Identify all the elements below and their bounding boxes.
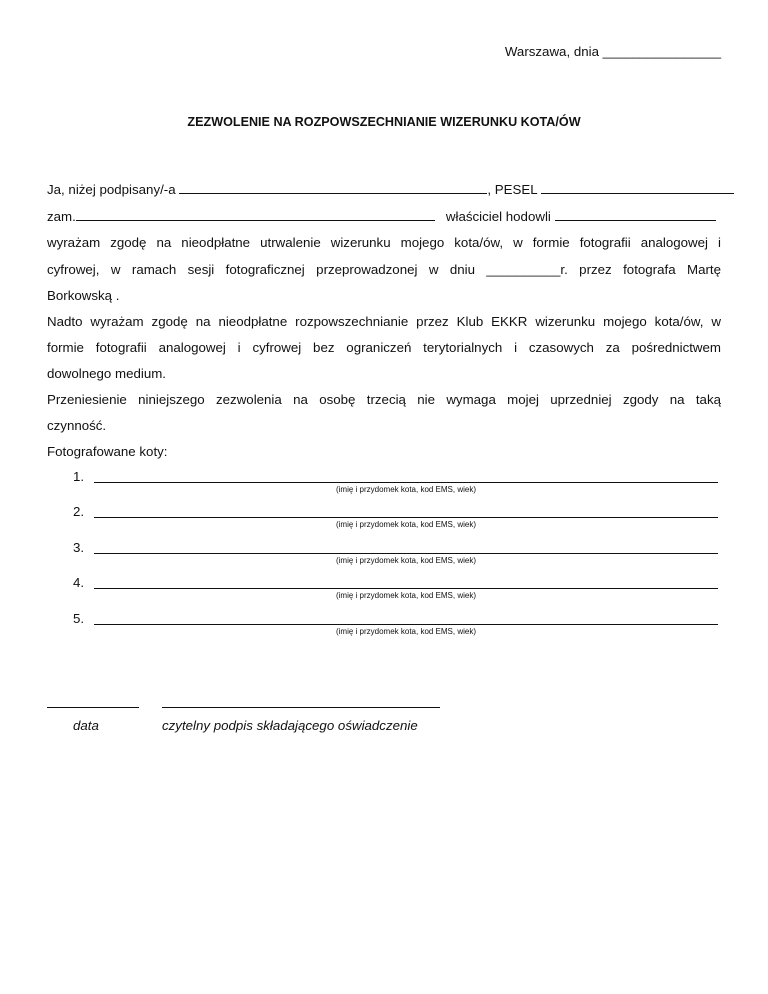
consent-2-line-2: formie fotografii analogowej i cyfrowej bez ograniczeń terytorialnych i czasowych za pośrednictwem: [47, 340, 721, 355]
name-field[interactable]: [179, 179, 487, 194]
name-pesel-line: [47, 179, 734, 200]
cats-heading: Fotografowane koty:: [47, 444, 168, 459]
consent-1-line-3: Borkowską .: [47, 288, 120, 303]
cat-field[interactable]: [94, 516, 718, 518]
cat-field[interactable]: [94, 623, 718, 625]
breeding-field[interactable]: [555, 206, 716, 221]
pesel-label: , PESEL: [487, 182, 538, 197]
cat-caption: (imię i przydomek kota, kod EMS, wiek): [335, 627, 477, 636]
cat-field[interactable]: [94, 481, 718, 483]
signature-label: czytelny podpis składającego oświadczenie: [162, 718, 418, 733]
date-signature-line[interactable]: [47, 706, 139, 708]
cat-number: 5.: [73, 611, 85, 626]
cat-caption: (imię i przydomek kota, kod EMS, wiek): [335, 591, 477, 600]
signature-line[interactable]: [162, 706, 440, 708]
address-label: zam.: [47, 209, 76, 224]
cat-number: 3.: [73, 540, 85, 555]
breeding-label: właściciel hodowli: [445, 209, 551, 224]
pesel-field[interactable]: [541, 179, 734, 194]
place-date: Warszawa, dnia ________________: [504, 44, 721, 59]
cat-number: 4.: [73, 575, 85, 590]
date-label: data: [73, 718, 99, 733]
cat-field[interactable]: [94, 552, 718, 554]
cat-field[interactable]: [94, 587, 718, 589]
consent-1-line-2: cyfrowej, w ramach sesji fotograficznej przeprowadzonej w dniu __________r. przez fotografa Martę: [47, 262, 721, 277]
consent-2-line-3: dowolnego medium.: [47, 366, 167, 381]
consent-3-line-1: Przeniesienie niniejszego zezwolenia na osobę trzecią nie wymaga mojej uprzedniej zgody na taką: [47, 392, 721, 407]
cat-number: 2.: [73, 504, 85, 519]
document-title: ZEZWOLENIE NA ROZPOWSZECHNIANIE WIZERUNKU KOTA/ÓW: [187, 115, 581, 129]
consent-1-line-1: wyrażam zgodę na nieodpłatne utrwalenie wizerunku mojego kota/ów, w formie fotografii analogowej i: [47, 235, 721, 250]
cat-caption: (imię i przydomek kota, kod EMS, wiek): [335, 556, 477, 565]
cat-caption: (imię i przydomek kota, kod EMS, wiek): [335, 520, 477, 529]
cat-number: 1.: [73, 469, 85, 484]
consent-2-line-1: Nadto wyrażam zgodę na nieodpłatne rozpowszechnianie przez Klub EKKR wizerunku mojego kota/ów, w: [47, 314, 721, 329]
address-breeding-line: [47, 206, 716, 227]
name-label: Ja, niżej podpisany/-a: [47, 182, 176, 197]
cat-caption: (imię i przydomek kota, kod EMS, wiek): [335, 485, 477, 494]
address-field[interactable]: [76, 206, 435, 221]
consent-3-line-2: czynność.: [47, 418, 107, 433]
